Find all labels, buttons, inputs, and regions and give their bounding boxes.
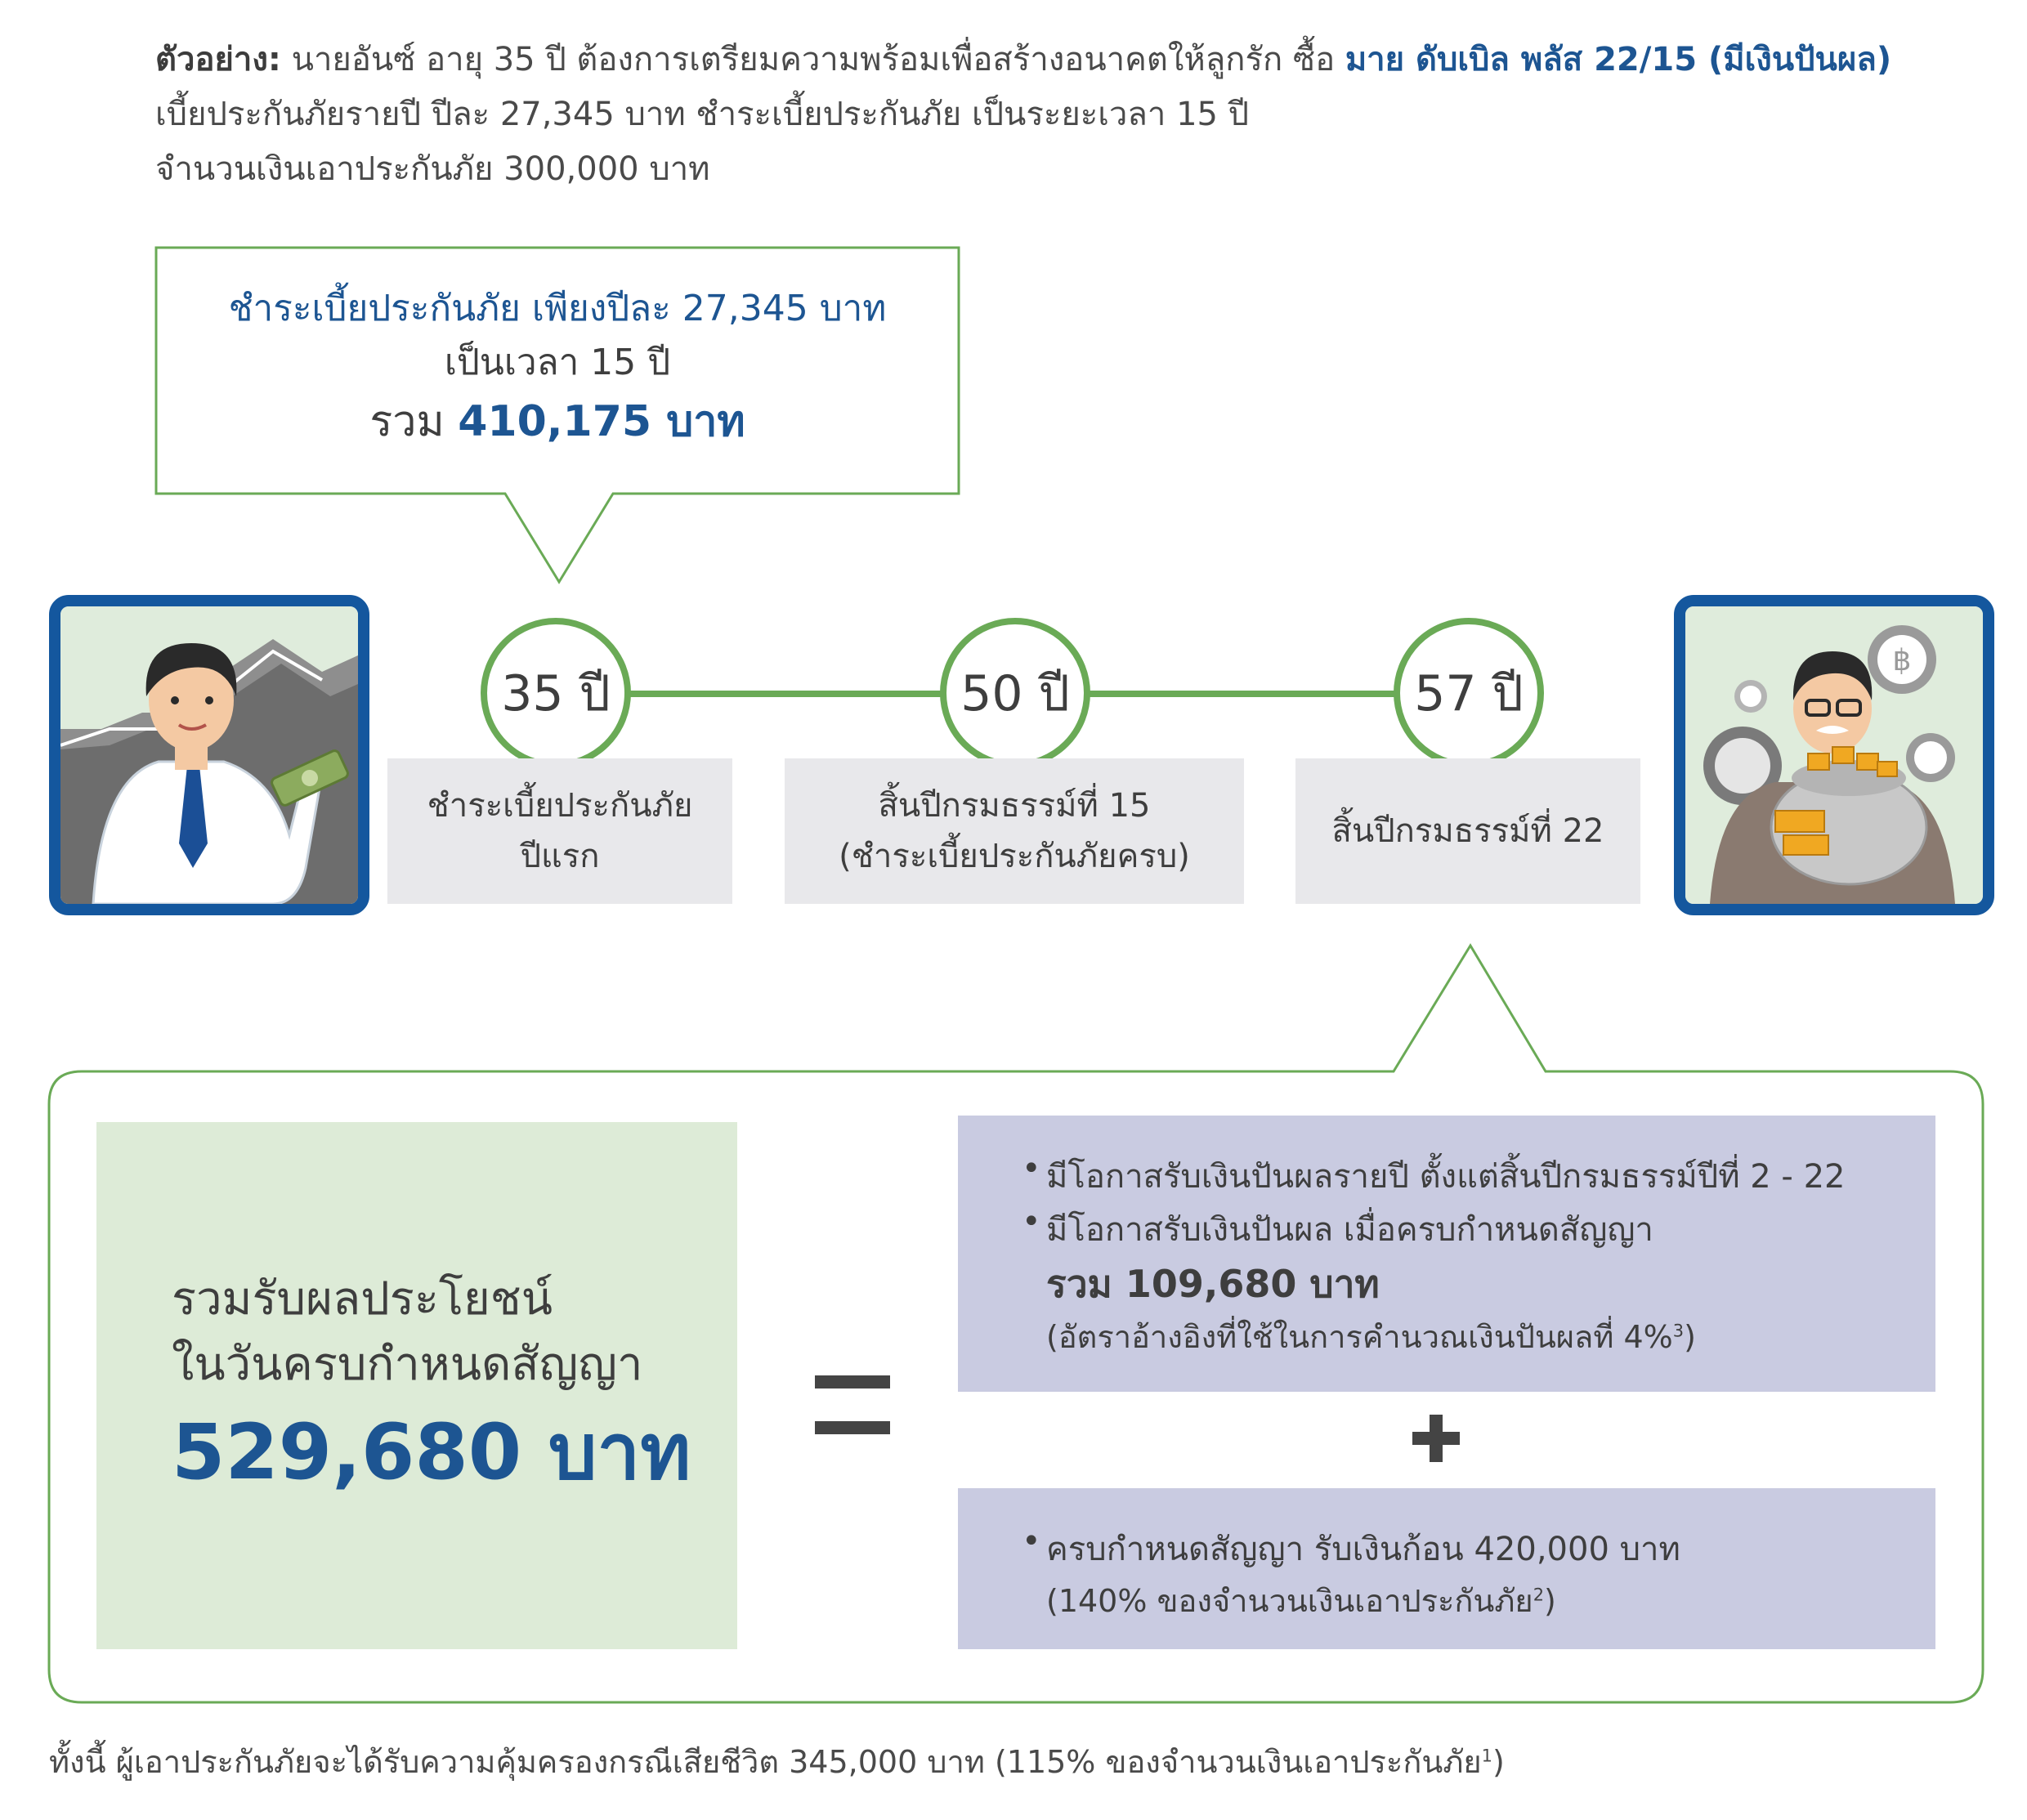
intro-lead: ตัวอย่าง: — [155, 41, 281, 78]
equals-icon — [815, 1375, 890, 1437]
dividend-note-ref: 3 — [1672, 1321, 1685, 1341]
total-benefit-label-2: ในวันครบกำหนดสัญญา — [172, 1338, 643, 1391]
footnote-ref: 1 — [1481, 1746, 1492, 1766]
intro-line-2: เบี้ยประกันภัยรายปี ปีละ 27,345 บาท ชำระเบี้ยประกันภัย เป็นระยะเวลา 15 ปี — [155, 96, 1250, 133]
maturity-note-ref: 2 — [1533, 1585, 1544, 1605]
dividend-annual: มีโอกาสรับเงินปันผลรายปี ตั้งแต่สิ้นปีกรมธรรม์ปีที่ 2 - 22 — [1046, 1158, 1846, 1196]
maturity-note — [1046, 1576, 1556, 1625]
plus-icon — [1412, 1415, 1460, 1462]
callout-total — [157, 390, 958, 454]
total-benefit-label-1: รวมรับผลประโยชน์ — [172, 1272, 553, 1326]
footnote-end: ) — [1492, 1744, 1505, 1780]
total-benefit-amount: 529,680 บาท — [172, 1408, 691, 1497]
timeline-label-line: ปีแรก — [520, 838, 600, 875]
timeline-label-policy-year-22 — [1295, 758, 1640, 904]
callout-premium: ชำระเบี้ยประกันภัย เพียงปีละ 27,345 บาท — [228, 288, 887, 329]
svg-text:฿: ฿ — [1892, 644, 1912, 677]
maturity-lump-sum: ครบกำหนดสัญญา รับเงินก้อน 420,000 บาท — [1046, 1531, 1680, 1568]
maturity-note-end: ) — [1544, 1583, 1556, 1619]
maturity-note-text: (140% ของจำนวนเงินเอาประกันภัย — [1046, 1583, 1533, 1619]
total-benefit-box — [96, 1122, 737, 1649]
timeline-age-35: 35 ปี — [481, 618, 631, 768]
older-man-with-money-bag-icon — [1674, 595, 1994, 915]
maturity-box: • ครบกำหนดสัญญา รับเงินก้อน 420,000 บาท (140% ของจำนวนเงินเอาประกันภัย$^2$) — [958, 1488, 1935, 1649]
dividend-maturity: มีโอกาสรับเงินปันผล เมื่อครบกำหนดสัญญา — [1046, 1211, 1653, 1249]
callout-total-amount: 410,175 บาท — [458, 397, 745, 446]
timeline-age-57: 57 ปี — [1394, 618, 1544, 768]
baht-coin-icon — [1868, 625, 1936, 694]
product-name: มาย ดับเบิล พลัส 22/15 (มีเงินปันผล) — [1345, 41, 1892, 78]
dividend-box: • มีโอกาสรับเงินปันผลรายปี ตั้งแต่สิ้นปีกรมธรรม์ปีที่ 2 - 22 • มีโอกาสรับเงินปันผล เมื่อครบกำหนดสัญญา รวม 109,680 บาท (อัตราอ้างอิงที่ใช้ในการคำนวณเงินปันผลที่ 4%$^3$) — [958, 1116, 1935, 1392]
timeline-label-line: (ชำระเบี้ยประกันภัยครบ) — [839, 838, 1190, 875]
young-man-holding-money-icon — [49, 595, 369, 915]
timeline-age-50: 50 ปี — [940, 618, 1090, 768]
intro-line-1-text: นายอันซ์ อายุ 35 ปี ต้องการเตรียมความพร้อมเพื่อสร้างอนาคตให้ลูกรัก ซื้อ — [280, 41, 1345, 78]
intro-line-3: จำนวนเงินเอาประกันภัย 300,000 บาท — [155, 150, 710, 188]
timeline-label-line: ชำระเบี้ยประกันภัย — [427, 787, 693, 825]
callout-total-prefix: รวม — [369, 397, 459, 446]
timeline-label-line: สิ้นปีกรมธรรม์ที่ 22 — [1331, 812, 1604, 850]
timeline-label-policy-year-15 — [785, 758, 1244, 904]
death-coverage-footnote — [49, 1737, 1505, 1786]
dividend-note-text: (อัตราอ้างอิงที่ใช้ในการคำนวณเงินปันผลที่ 4% — [1046, 1319, 1673, 1355]
dividend-note — [1046, 1312, 1696, 1362]
callout-content — [157, 282, 958, 454]
timeline-label-first-year — [387, 758, 732, 904]
dividend-note-end: ) — [1684, 1319, 1696, 1355]
callout-duration: เป็นเวลา 15 ปี — [444, 342, 671, 383]
footnote-text: ทั้งนี้ ผู้เอาประกันภัยจะได้รับความคุ้มครองกรณีเสียชีวิต 345,000 บาท (115% ของจำนวนเงินเอาประกันภัย — [49, 1744, 1482, 1780]
timeline-label-line: สิ้นปีกรมธรรม์ที่ 15 — [878, 787, 1151, 825]
dividend-sum: รวม 109,680 บาท — [1046, 1262, 1380, 1306]
